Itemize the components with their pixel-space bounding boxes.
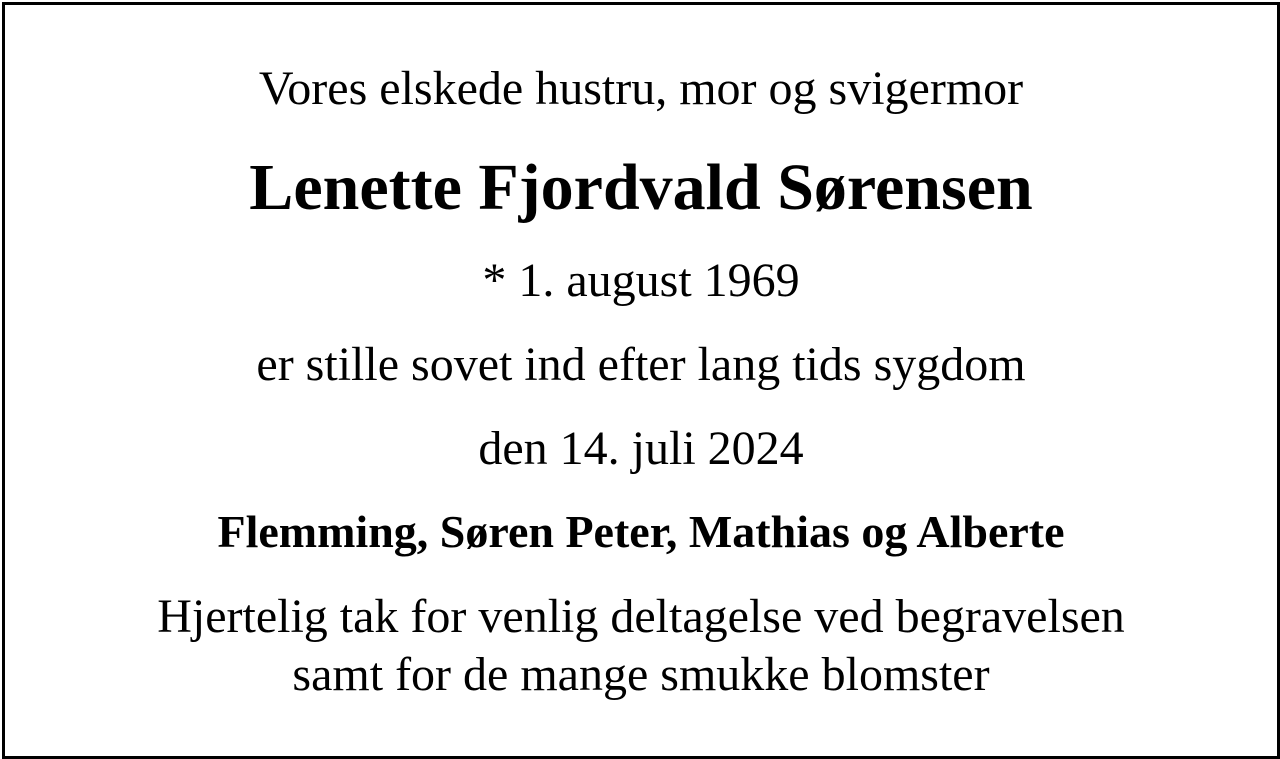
passing-text: er stille sovet ind efter lang tids sygdom bbox=[256, 338, 1026, 391]
intro-text: Vores elskede hustru, mor og svigermor bbox=[258, 62, 1024, 115]
family-names: Flemming, Søren Peter, Mathias og Alberte bbox=[217, 506, 1065, 557]
birth-date: * 1. august 1969 bbox=[482, 254, 800, 307]
thanks-line-2: samt for de mange smukke blomster bbox=[292, 648, 990, 701]
thanks-line-1: Hjertelig tak for venlig deltagelse ved begravelsen bbox=[157, 590, 1125, 643]
death-date: den 14. juli 2024 bbox=[478, 422, 804, 475]
notice-frame bbox=[2, 2, 1280, 759]
deceased-name: Lenette Fjordvald Sørensen bbox=[249, 151, 1033, 224]
